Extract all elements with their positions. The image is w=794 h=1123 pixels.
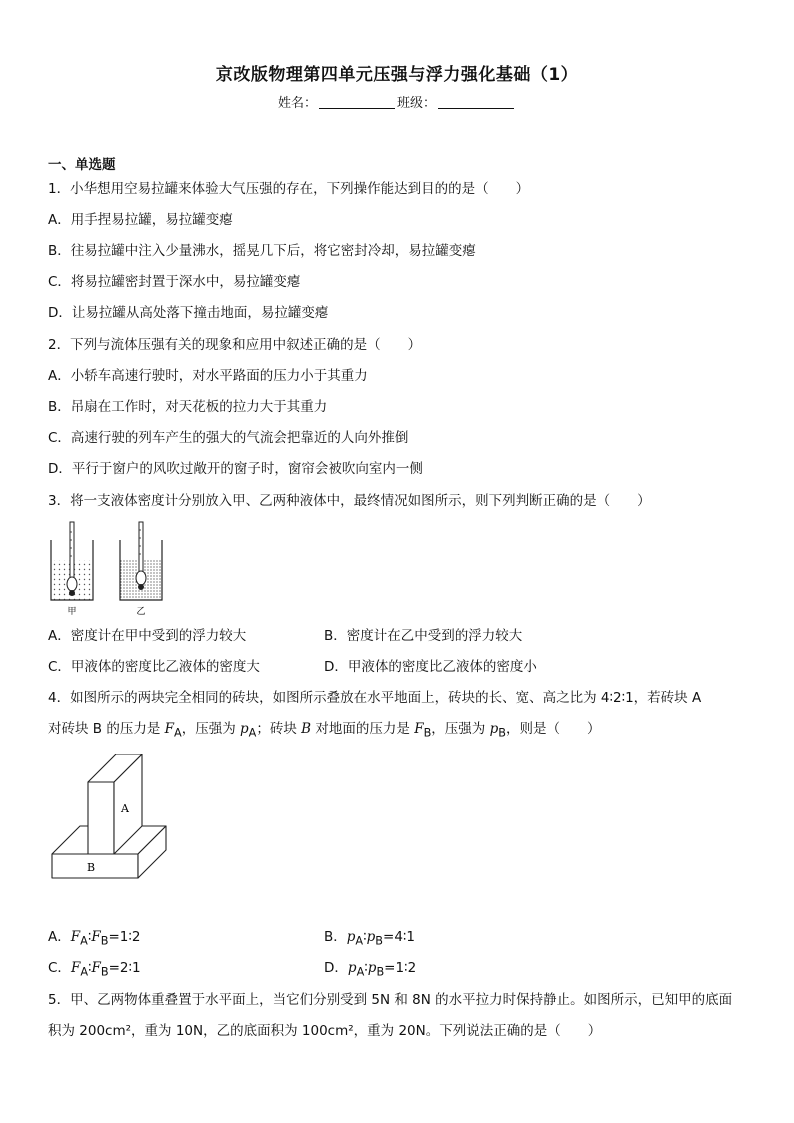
brick-a-label: A bbox=[121, 802, 129, 815]
beaker-jia bbox=[51, 522, 93, 600]
class-label: 班级： bbox=[397, 96, 437, 111]
q4b-rs: B bbox=[375, 934, 384, 948]
question-2-option-a[interactable]: A．小轿车高速行驶时，对水平路面的压力小于其重力 bbox=[48, 368, 368, 384]
q4-pa: p bbox=[240, 721, 249, 737]
q4c-r: F bbox=[91, 960, 101, 976]
q4a-l: F bbox=[70, 929, 81, 945]
question-4-stem-line1: 4．如图所示的两块完全相同的砖块，如图所示叠放在水平地面上，砖块的长、宽、高之比为 4∶2∶1，若砖块 A bbox=[48, 690, 702, 706]
question-1-option-a[interactable]: A．用手捏易拉罐，易拉罐变瘪 bbox=[48, 212, 233, 228]
q4-pa-sub: A bbox=[248, 726, 257, 740]
q4a-val: =1∶2 bbox=[108, 929, 141, 945]
q4d-prefix: D． bbox=[324, 960, 348, 976]
q4d-l: p bbox=[347, 960, 357, 976]
question-2-stem: 2．下列与流体压强有关的现象和应用中叙述正确的是（ ） bbox=[48, 337, 422, 353]
section-heading: 一、单选题 bbox=[48, 157, 116, 173]
question-2-option-b[interactable]: B．吊扇在工作时，对天花板的拉力大于其重力 bbox=[48, 399, 328, 415]
q4-text-d: 对地面的压力是 bbox=[311, 721, 415, 737]
bricks-figure bbox=[48, 754, 173, 882]
q4a-rs: B bbox=[100, 934, 109, 948]
q4d-val: =1∶2 bbox=[384, 960, 417, 976]
question-3-option-d[interactable]: D．甲液体的密度比乙液体的密度小 bbox=[324, 659, 537, 675]
q4a-r: F bbox=[91, 929, 101, 945]
q4d-rs: B bbox=[376, 965, 385, 979]
q4-pb: p bbox=[489, 721, 499, 737]
figure-label-yi: 乙 bbox=[136, 607, 146, 617]
q4c-l: F bbox=[70, 960, 81, 976]
q4-fb: F bbox=[414, 721, 424, 737]
q4-text-b: ，压强为 bbox=[181, 721, 241, 737]
question-3-stem: 3．将一支液体密度计分别放入甲、乙两种液体中，最终情况如图所示，则下列判断正确的是（ ） bbox=[48, 493, 651, 509]
question-2-option-c[interactable]: C．高速行驶的列车产生的强大的气流会把靠近的人向外推倒 bbox=[48, 430, 409, 446]
question-1-stem: 1．小华想用空易拉罐来体验大气压强的存在，下列操作能达到目的的是（ ） bbox=[48, 181, 530, 197]
q4a-ls: A bbox=[80, 934, 88, 948]
question-1-option-d[interactable]: D．让易拉罐从高处落下撞击地面，易拉罐变瘪 bbox=[48, 305, 329, 321]
q4b-ls: A bbox=[355, 934, 364, 948]
q4c-sep: ∶ bbox=[88, 960, 92, 976]
q4a-prefix: A． bbox=[48, 929, 71, 945]
question-5-stem-line1: 5．甲、乙两物体重叠置于水平面上，当它们分别受到 5N 和 8N 的水平拉力时保持静止。如图所示，已知甲的底面 bbox=[48, 992, 733, 1008]
question-4-option-a[interactable] bbox=[48, 928, 140, 951]
question-4-option-b[interactable] bbox=[324, 928, 415, 951]
brick-b-label: B bbox=[87, 861, 96, 874]
name-class-line bbox=[0, 92, 794, 111]
q4a-sep: ∶ bbox=[87, 929, 92, 945]
q4c-ls: A bbox=[80, 965, 89, 979]
question-2-option-d[interactable]: D．平行于窗户的风吹过敞开的窗子时，窗帘会被吹向室内一侧 bbox=[48, 461, 423, 477]
name-label: 姓名： bbox=[277, 96, 317, 111]
q4-text-e: ，压强为 bbox=[431, 721, 490, 737]
q4c-rs: B bbox=[100, 965, 109, 979]
brick-a-front bbox=[88, 782, 114, 854]
q4d-ls: A bbox=[356, 965, 365, 979]
q4d-sep: ∶ bbox=[364, 960, 368, 976]
q4-fa: F bbox=[164, 721, 175, 737]
name-blank[interactable] bbox=[319, 96, 395, 109]
hydrometer-figure bbox=[48, 518, 168, 618]
q4c-prefix: C． bbox=[48, 960, 71, 976]
q4-text-a: 对砖块 B 的压力是 bbox=[48, 721, 165, 737]
q4b-val: =4∶1 bbox=[383, 929, 416, 945]
question-5-stem-line2: 积为 200cm²，重为 10N，乙的底面积为 100cm²，重为 20N。下列说法正确的是（ ） bbox=[48, 1023, 602, 1039]
question-1-option-c[interactable]: C．将易拉罐密封置于深水中，易拉罐变瘪 bbox=[48, 274, 301, 290]
question-3-option-a[interactable]: A．密度计在甲中受到的浮力较大 bbox=[48, 628, 247, 644]
class-blank[interactable] bbox=[438, 96, 514, 109]
q4-fb-sub: B bbox=[423, 726, 432, 740]
q4-text-c: ；砖块 bbox=[256, 721, 302, 737]
q4-pb-sub: B bbox=[498, 726, 506, 740]
question-4-option-c[interactable] bbox=[48, 959, 141, 982]
question-3-option-c[interactable]: C．甲液体的密度比乙液体的密度大 bbox=[48, 659, 260, 675]
question-4-stem-line2 bbox=[48, 720, 600, 743]
q4-text-f: ，则是（ ） bbox=[505, 721, 601, 737]
q4b-sep: ∶ bbox=[363, 929, 367, 945]
q4-fa-sub: A bbox=[174, 726, 182, 740]
figure-label-jia: 甲 bbox=[67, 607, 77, 617]
question-1-option-b[interactable]: B．往易拉罐中注入少量沸水，摇晃几下后，将它密封冷却，易拉罐变瘪 bbox=[48, 243, 476, 259]
beaker-yi bbox=[120, 522, 162, 600]
q4d-r: p bbox=[367, 960, 377, 976]
q4b-l: p bbox=[346, 929, 356, 945]
page-title: 京改版物理第四单元压强与浮力强化基础（1） bbox=[215, 65, 579, 85]
question-3-option-b[interactable]: B．密度计在乙中受到的浮力较大 bbox=[324, 628, 523, 644]
q4b-r: p bbox=[366, 929, 376, 945]
question-4-option-d[interactable] bbox=[324, 959, 416, 982]
q4-b: B bbox=[301, 721, 312, 737]
q4b-prefix: B． bbox=[324, 929, 347, 945]
q4c-val: =2∶1 bbox=[108, 960, 141, 976]
